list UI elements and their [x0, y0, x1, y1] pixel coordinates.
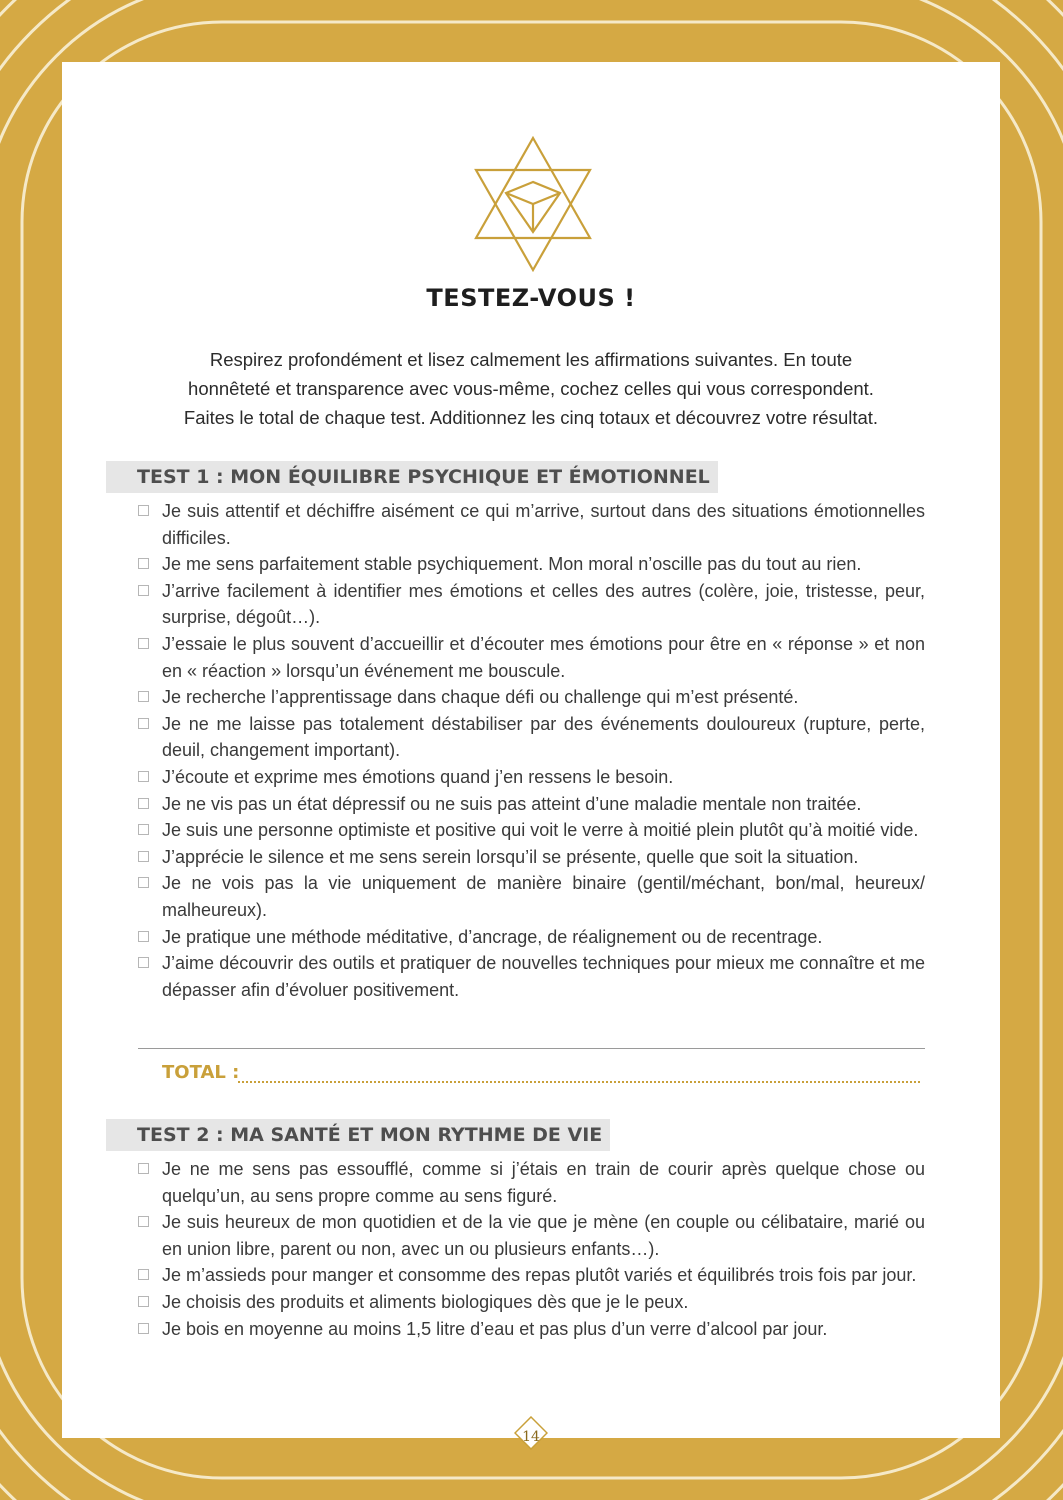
item-text: Je suis une personne optimiste et positive qui voit le verre à moitié plein plutôt qu’à moitié vide. — [162, 820, 919, 841]
checklist-item — [138, 631, 925, 684]
checkbox[interactable] — [138, 1323, 149, 1334]
checklist-item — [138, 1209, 925, 1262]
item-text: Je suis heureux de mon quotidien et de la vie que je mène (en couple ou célibataire, marié ou en union libre, parent ou non, avec un ou plusieurs enfants…). — [162, 1212, 925, 1259]
checklist-item — [138, 817, 925, 844]
checklist-item — [138, 684, 925, 711]
checklist-item — [138, 711, 925, 764]
item-text: J’essaie le plus souvent d’accueillir et d’écouter mes émotions pour être en « réponse » et non en « réaction » lorsqu’un événement me bouscule. — [162, 633, 925, 681]
item-text: Je ne vis pas un état dépressif ou ne suis pas atteint d’une maladie mentale non traitée. — [162, 793, 862, 814]
checklist-item — [138, 1289, 925, 1316]
item-text: J’arrive facilement à identifier mes émotions et celles des autres (colère, joie, tristesse, peur, surprise, dégoût…). — [162, 580, 925, 628]
page-number: 14 — [522, 1429, 540, 1445]
checklist-item — [138, 578, 925, 631]
item-text: Je bois en moyenne au moins 1,5 litre d’eau et pas plus d’un verre d’alcool par jour. — [162, 1318, 828, 1339]
total-label: TOTAL : — [162, 1062, 240, 1083]
checkbox[interactable] — [138, 824, 149, 835]
test-2-heading: TEST 2 : MA SANTÉ ET MON RYTHME DE VIE — [106, 1119, 610, 1151]
checklist-item — [138, 950, 925, 1003]
page-title: TESTEZ-VOUS ! — [426, 284, 636, 312]
item-text: Je suis attentif et déchiffre aisément ce qui m’arrive, surtout dans des situations émotionnelles difficiles. — [162, 501, 925, 548]
page-sheet — [62, 62, 1000, 1445]
checkbox[interactable] — [138, 1296, 149, 1307]
item-text: Je pratique une méthode méditative, d’ancrage, de réalignement ou de recentrage. — [162, 926, 823, 947]
checkbox[interactable] — [138, 585, 149, 596]
intro-line: Faites le total de chaque test. Additionnez les cinq totaux et découvrez votre résultat. — [183, 407, 879, 428]
checkbox[interactable] — [138, 718, 149, 729]
test-1-checklist — [138, 498, 925, 1003]
checklist-item — [138, 1262, 925, 1289]
checklist-item — [138, 844, 925, 871]
merkaba-icon — [473, 136, 593, 272]
divider — [138, 1048, 925, 1049]
item-text: Je ne me sens pas essoufflé, comme si j’étais en train de courir après quelque chose ou quelqu’un, au sens propre comme au sens figuré. — [162, 1159, 925, 1206]
intro-paragraph — [122, 345, 940, 432]
checkbox[interactable] — [138, 957, 149, 968]
checkbox[interactable] — [138, 931, 149, 942]
checkbox[interactable] — [138, 638, 149, 649]
item-text: J’apprécie le silence et me sens serein lorsqu’il se présente, quelle que soit la situation. — [162, 846, 859, 867]
test-1-heading: TEST 1 : MON ÉQUILIBRE PSYCHIQUE ET ÉMOTIONNEL — [106, 461, 718, 493]
intro-line: Respirez profondément et lisez calmement les affirmations suivantes. En toute — [209, 349, 853, 370]
checkbox[interactable] — [138, 798, 149, 809]
total-fill-line[interactable] — [238, 1081, 920, 1083]
checkbox[interactable] — [138, 851, 149, 862]
checklist-item — [138, 924, 925, 951]
checklist-item — [138, 551, 925, 578]
checkbox[interactable] — [138, 691, 149, 702]
item-text: Je m’assieds pour manger et consomme des repas plutôt variés et équilibrés trois fois par jour. — [162, 1265, 917, 1286]
checklist-item — [138, 498, 925, 551]
item-text: J’aime découvrir des outils et pratiquer de nouvelles techniques pour mieux me connaître et me dépasser afin d’évoluer positivement. — [162, 953, 925, 1000]
checkbox[interactable] — [138, 558, 149, 569]
checkbox[interactable] — [138, 1163, 149, 1174]
checklist-item — [138, 1156, 925, 1209]
checklist-item — [138, 764, 925, 791]
checkbox[interactable] — [138, 1269, 149, 1280]
checklist-item — [138, 791, 925, 818]
checkbox[interactable] — [138, 771, 149, 782]
item-text: J’écoute et exprime mes émotions quand j’en ressens le besoin. — [162, 766, 674, 787]
checkbox[interactable] — [138, 877, 149, 888]
checkbox[interactable] — [138, 505, 149, 516]
test-2-checklist — [138, 1156, 925, 1342]
item-text: Je recherche l’apprentissage dans chaque défi ou challenge qui m’est présenté. — [162, 687, 799, 708]
intro-line: honnêteté et transparence avec vous-même, cochez celles qui vous correspondent. — [188, 378, 874, 399]
item-text: Je ne vois pas la vie uniquement de manière binaire (gentil/méchant, bon/mal, heureux/ malheureux). — [162, 873, 925, 920]
checklist-item — [138, 870, 925, 923]
checklist-item — [138, 1316, 925, 1343]
item-text: Je choisis des produits et aliments biologiques dès que je le peux. — [162, 1291, 689, 1312]
item-text: Je me sens parfaitement stable psychiquement. Mon moral n’oscille pas du tout au rien. — [162, 554, 862, 575]
item-text: Je ne me laisse pas totalement déstabiliser par des événements douloureux (rupture, perte, deuil, changement important). — [162, 713, 925, 761]
checkbox[interactable] — [138, 1216, 149, 1227]
